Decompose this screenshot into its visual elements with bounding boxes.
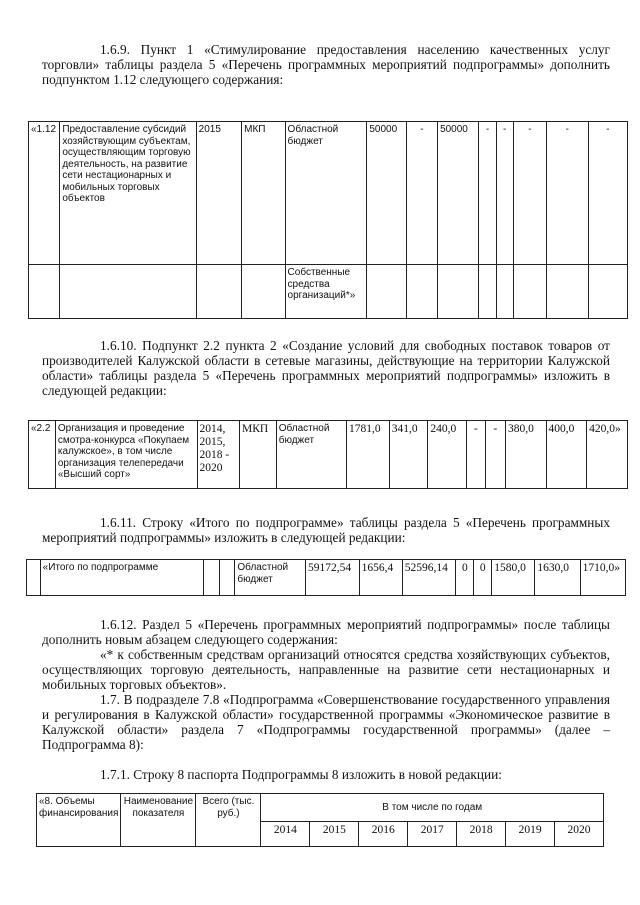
cell-year-2018: 2018 xyxy=(457,821,506,846)
cell-source: Областной бюджет xyxy=(276,421,346,489)
cell-source: Областной бюджет xyxy=(235,560,306,596)
cell-executor: МКП xyxy=(242,122,285,265)
paragraph-1-6-11: 1.6.11. Строку «Итого по подпрограмме» таблицы раздела 5 «Перечень программных мероприятий подпрограммы» изложить в следующей редакции: xyxy=(42,515,610,545)
paragraph-1-7: 1.7. В подразделе 7.8 «Подпрограмма «Совершенствование государственного управления и регулирования в Калужской области» государственной программы «Экономическое развитие в Калужской области» раздела 7 «Подпрограммы государственной программы» (далее – Подпрограмма 8): xyxy=(42,692,610,752)
cell-year-2019: 2019 xyxy=(506,821,555,846)
cell-value: - xyxy=(496,122,513,265)
table-item-1-12 xyxy=(28,121,628,319)
cell-value: 1656,4 xyxy=(359,560,402,596)
cell-indicator-name: Наименование показателя xyxy=(121,794,196,847)
cell-value: - xyxy=(547,122,588,265)
table-total-row xyxy=(26,559,626,596)
cell-value: 1580,0 xyxy=(492,560,535,596)
cell-year-2016: 2016 xyxy=(359,821,408,846)
cell-value: 1630,0 xyxy=(535,560,580,596)
paragraph-1-6-12: 1.6.12. Раздел 5 «Перечень программных мероприятий подпрограммы» после таблицы дополнить новым абзацем следующего содержания: xyxy=(42,617,610,647)
cell-year: 2015 xyxy=(196,122,241,265)
cell-total: Всего (тыс. руб.) xyxy=(196,794,261,847)
cell-value: 1781,0 xyxy=(347,421,390,489)
paragraph-footnote: «* к собственным средствам организаций относятся средства хозяйствующих субъектов, осуществляющих торговую деятельность, направленные на развитие сети нестационарных и мобильных торговых объектов». xyxy=(42,647,610,692)
paragraph-1-6-9: 1.6.9. Пункт 1 «Стимулирование предоставления населению качественных услуг торговли» таблицы раздела 5 «Перечень программных мероприятий подпрограммы» дополнить подпунктом 1.12 следующего содержания: xyxy=(42,42,610,87)
paragraph-1-6-10: 1.6.10. Подпункт 2.2 пункта 2 «Создание условий для свободных поставок товаров от производителей Калужской области в сетевые магазины, действующие на территории Калужской области» таблицы раздела 5 «Перечень программных мероприятий подпрограммы» изложить в следующей редакции: xyxy=(42,338,610,398)
table-financing-passport xyxy=(36,793,604,847)
cell-year-2015: 2015 xyxy=(310,821,359,846)
cell-year-2017: 2017 xyxy=(408,821,457,846)
cell-year-2020: 2020 xyxy=(555,821,604,846)
cell-activity-name: Предоставление субсидий хозяйствующим субъектам, осуществляющим торговую деятельность, на развитие сети нестационарных и мобильных торговых объектов xyxy=(60,122,196,265)
cell-number: «2.2 xyxy=(29,421,56,489)
cell-executor: МКП xyxy=(239,421,276,489)
cell-value: - xyxy=(588,122,627,265)
cell-value: - xyxy=(479,122,496,265)
cell-source-own-funds: Собственные средства организаций*» xyxy=(285,265,367,319)
cell-value: - xyxy=(485,421,505,489)
cell-value: - xyxy=(466,421,485,489)
cell-value: 50000 xyxy=(438,122,479,265)
cell-value: 52596,14 xyxy=(402,560,456,596)
cell-financing-volume: «8. Объемы финансирования xyxy=(37,794,121,847)
cell-value: 59172,54 xyxy=(305,560,359,596)
cell-value: 0 xyxy=(456,560,474,596)
cell-year-2014: 2014 xyxy=(261,821,310,846)
paragraph-1-7-1: 1.7.1. Строку 8 паспорта Подпрограммы 8 изложить в новой редакции: xyxy=(100,767,502,782)
cell-by-years-header: В том числе по годам xyxy=(261,794,604,822)
cell-total-label: «Итого по подпрограмме xyxy=(40,560,203,596)
cell-value: 400,0 xyxy=(546,421,587,489)
cell-number: «1.12 xyxy=(29,122,60,265)
cell-activity-name: Организация и проведение смотра-конкурса «Покупаем калужское», в том числе организация телепередачи «Высший сорт» xyxy=(55,421,197,489)
cell-value: 420,0» xyxy=(587,421,628,489)
cell-value: 341,0 xyxy=(389,421,428,489)
cell-value: 1710,0» xyxy=(580,560,625,596)
cell-value: 0 xyxy=(474,560,492,596)
cell-value: 50000 xyxy=(367,122,406,265)
cell-source-regional-budget: Областной бюджет xyxy=(285,122,367,265)
table-item-2-2 xyxy=(28,420,628,489)
cell-years: 2014, 2015, 2018 - 2020 xyxy=(197,421,239,489)
cell-value: 380,0 xyxy=(505,421,546,489)
cell-value: - xyxy=(513,122,546,265)
cell-value: - xyxy=(406,122,437,265)
cell-value: 240,0 xyxy=(428,421,467,489)
